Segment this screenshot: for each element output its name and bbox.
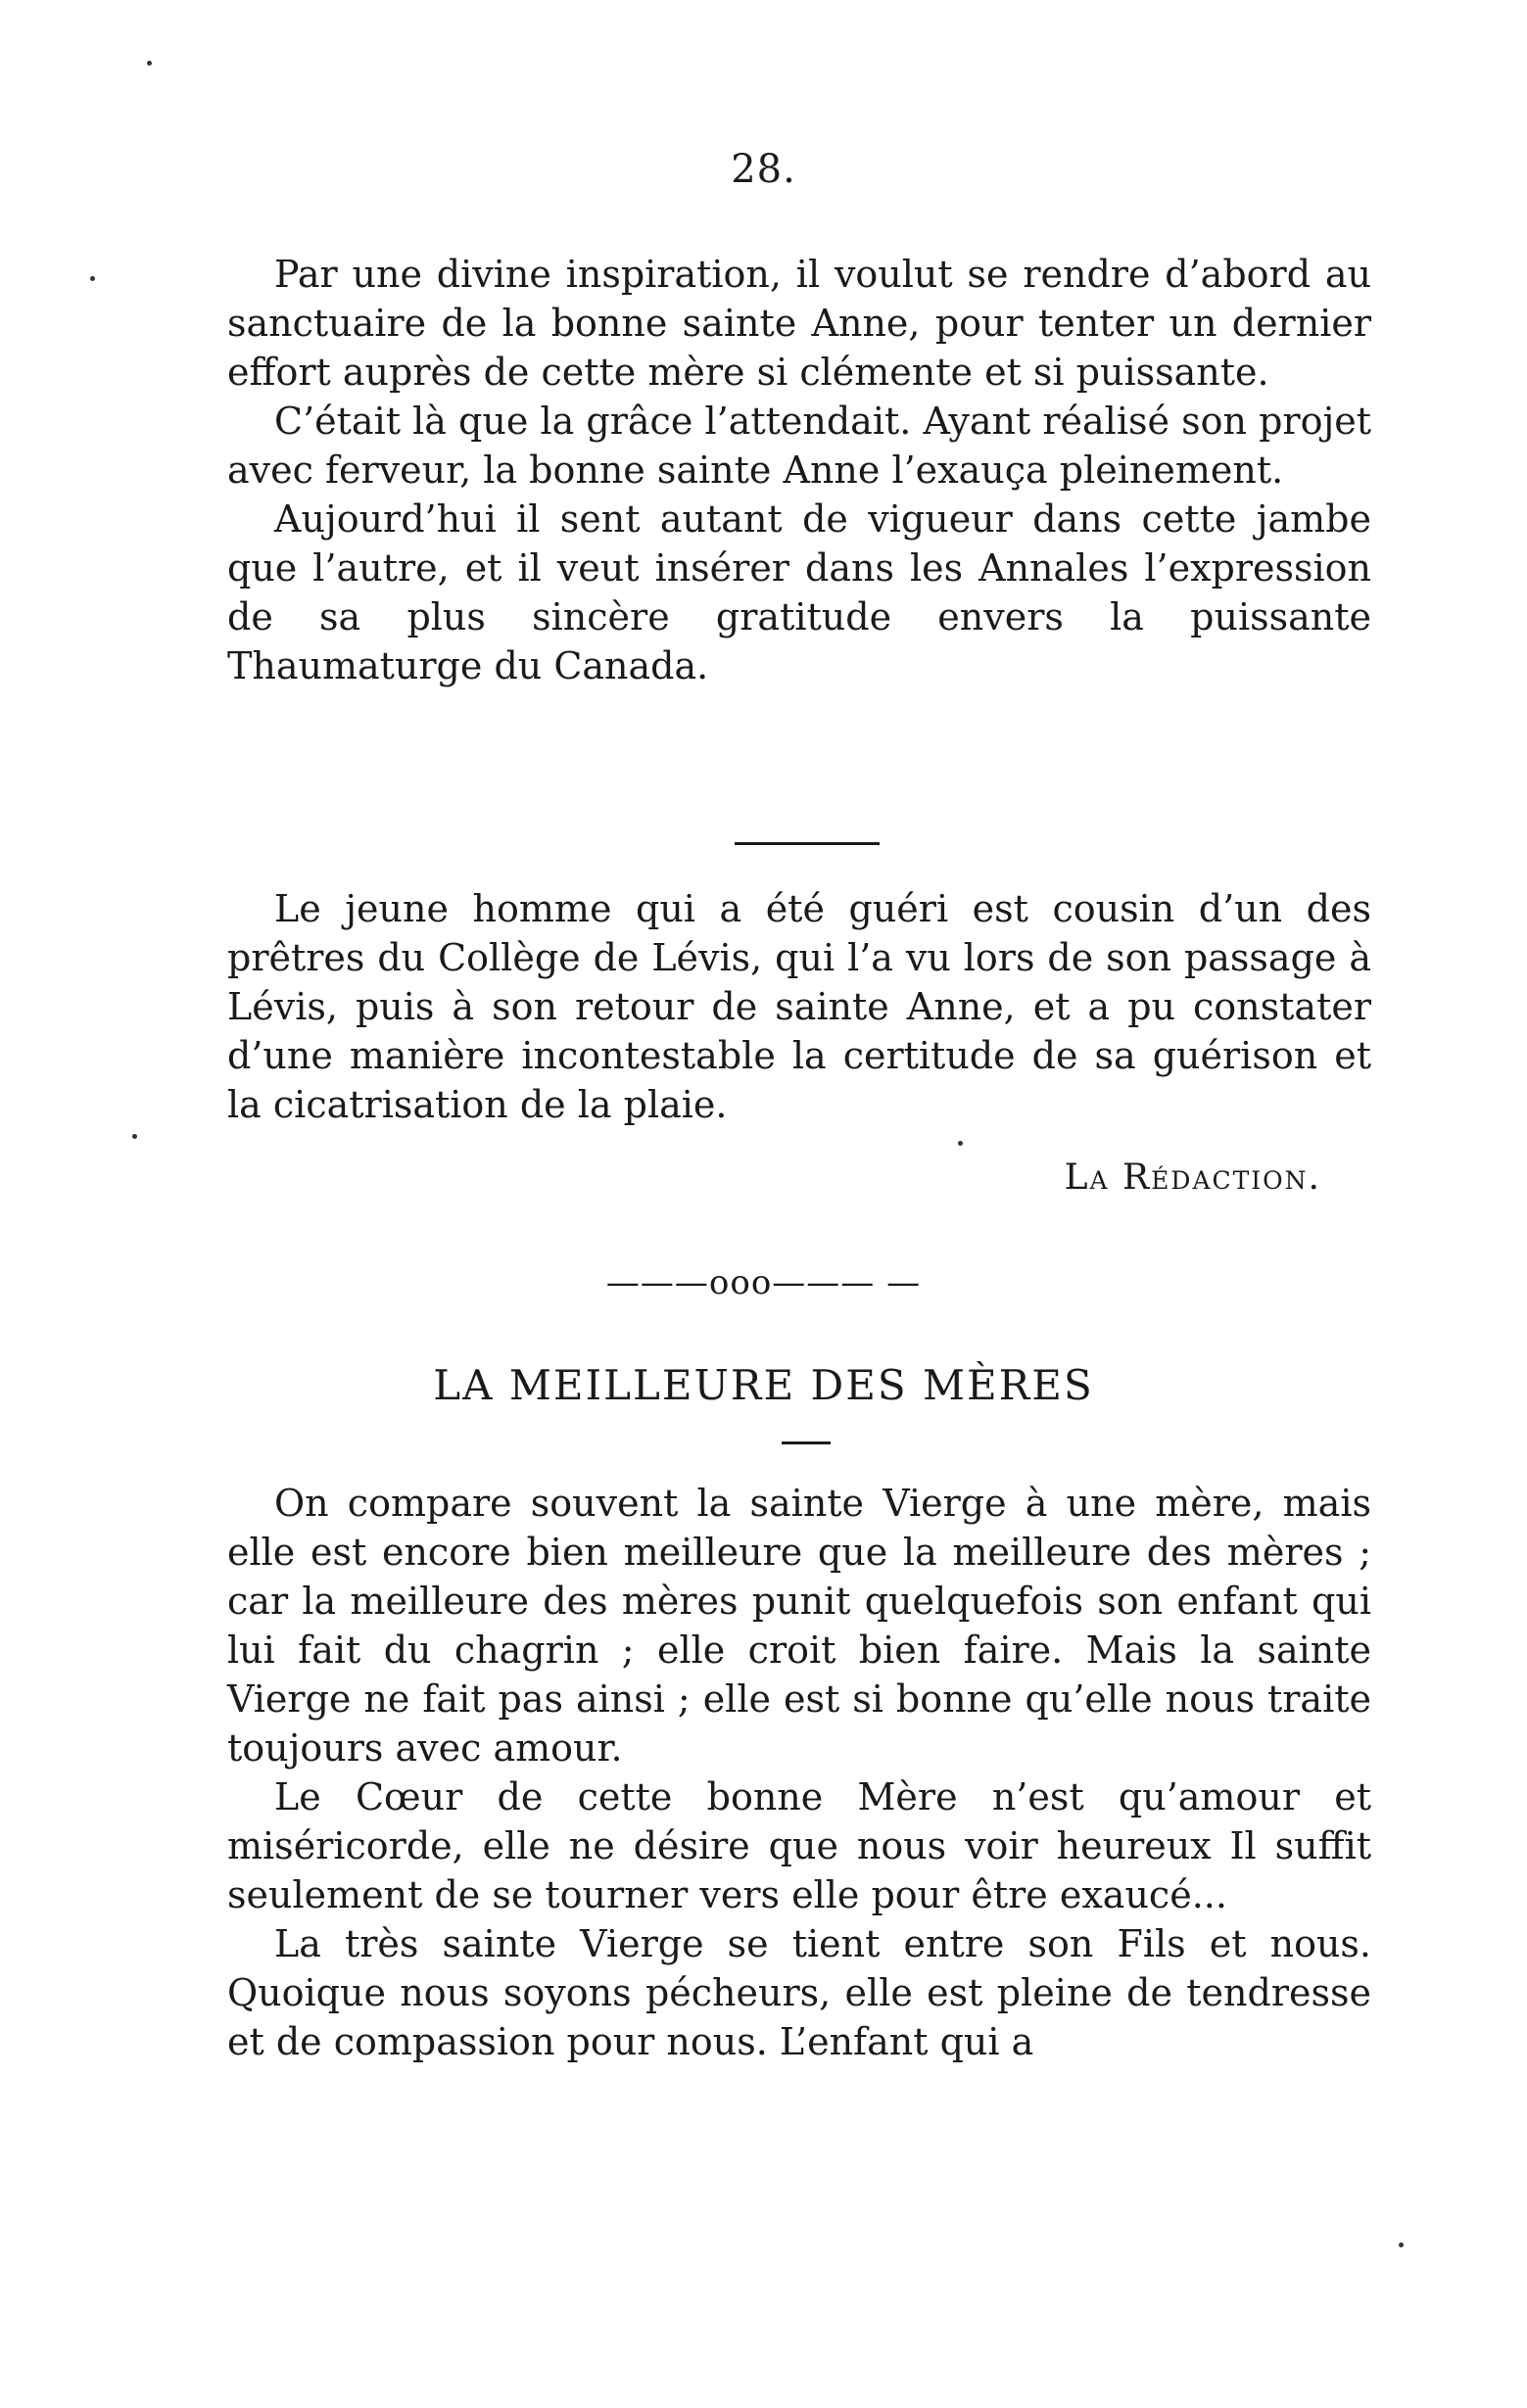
paragraph: On compare souvent la sainte Vierge à une mère, mais elle est encore bien meilleure que la meilleure des mères ; car la meilleure des mères punit quelquefois son enfant qui lui fait du chagrin ; elle croit bien faire. Mais la sainte Vierge ne fait pas ainsi ; elle est si bonne qu’elle nous traite toujours avec amour.: [227, 1482, 1371, 1770]
paragraph: Le Cœur de cette bonne Mère n’est qu’amour et miséricorde, elle ne désire que nous voir heureux Il suffit seulement de se tourner vers elle pour être exaucé...: [227, 1775, 1371, 1916]
print-speck: [958, 1141, 963, 1146]
print-speck: [1399, 2243, 1404, 2247]
article-title: LA MEILLEURE DES MÈRES: [433, 1361, 1094, 1409]
article-body: [227, 1479, 1371, 2066]
ornamental-separator: ———ooo——— —: [605, 1263, 922, 1302]
print-speck: [90, 276, 95, 281]
page-number: 28.: [731, 147, 796, 192]
title-underline-rule: [782, 1441, 831, 1444]
paragraph: Aujourd’hui il sent autant de vigueur dans cette jambe que l’autre, et il veut insérer dans les Annales l’expression de sa plus sincère gratitude envers la puissante Thaumaturge du Canada.: [227, 497, 1371, 687]
signature: La Rédaction.: [1064, 1157, 1321, 1198]
paragraph: Le jeune homme qui a été guéri est cousin d’un des prêtres du Collège de Lévis, qui l’a vu lors de son passage à Lévis, puis à son retour de sainte Anne, et a pu constater d’une manière incontestable la certitude de sa guérison et la cicatrisation de la plaie.: [227, 887, 1371, 1126]
testimony-text: [227, 250, 1371, 690]
paragraph: La très sainte Vierge se tient entre son Fils et nous. Quoique nous soyons pécheurs, elle est pleine de tendresse et de compassion pour nous. L’enfant qui a: [227, 1922, 1371, 2063]
section-divider-rule: [735, 842, 880, 845]
print-speck: [147, 61, 152, 66]
print-speck: [132, 1134, 137, 1139]
editorial-note: [227, 884, 1371, 1129]
paragraph: C’était là que la grâce l’attendait. Ayant réalisé son projet avec ferveur, la bonne sainte Anne l’exauça pleinement.: [227, 400, 1371, 492]
paragraph: Par une divine inspiration, il voulut se rendre d’abord au sanctuaire de la bonne sainte Anne, pour tenter un dernier effort auprès de cette mère si clémente et si puissante.: [227, 253, 1371, 394]
